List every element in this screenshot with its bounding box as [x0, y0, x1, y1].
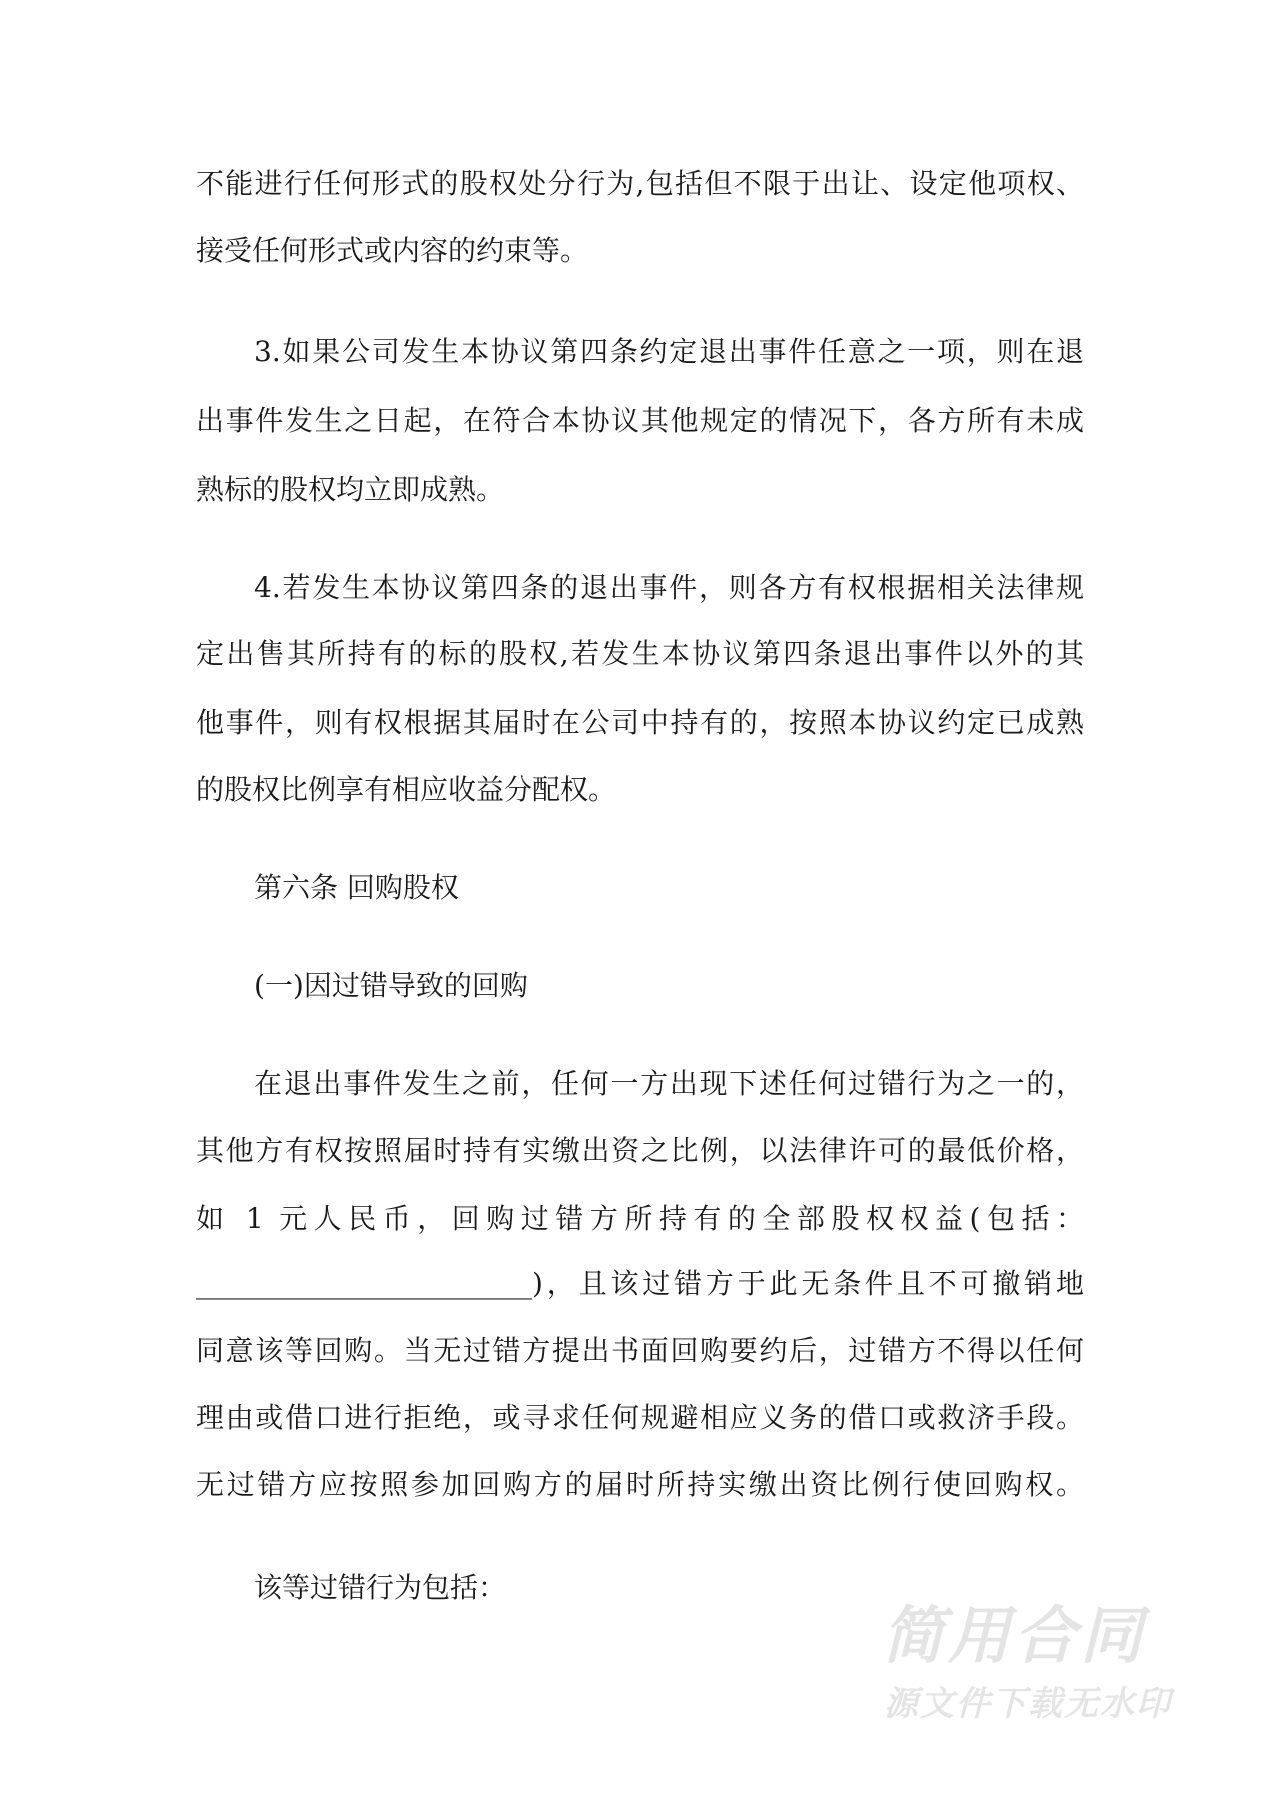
subsection-heading: (一)因过错导致的回购 [254, 969, 528, 1002]
text-line: 出事件发生之日起，在符合本协议其他规定的情况下，各方所有未成 [196, 404, 1084, 437]
watermark-subtitle: 源文件下载无水印 [884, 1684, 1172, 1724]
watermark-title: 简用合同 [882, 1599, 1147, 1672]
text-line: 在退出事件发生之前，任何一方出现下述任何过错行为之一的， [254, 1067, 1084, 1100]
text-line: 该等过错行为包括： [254, 1571, 507, 1604]
text-line: 其他方有权按照届时持有实缴出资之比例，以法律许可的最低价格， [196, 1134, 1084, 1167]
text-line: 4.若发生本协议第四条的退出事件，则各方有权根据相关法律规 [254, 571, 1084, 604]
text-line: 同意该等回购。当无过错方提出书面回购要约后，过错方不得以任何 [196, 1334, 1084, 1367]
text-line: 的股权比例享有相应收益分配权。 [196, 773, 617, 806]
text-line: 他事件，则有权根据其届时在公司中持有的，按照本协议约定已成熟 [196, 706, 1084, 739]
text-line: 熟标的股权均立即成熟。 [196, 473, 505, 506]
section-heading: 第六条 回购股权 [254, 871, 459, 904]
text-line: 定出售其所持有的标的股权,若发生本协议第四条退出事件以外的其 [196, 637, 1084, 670]
text-line: 理由或借口进行拒绝，或寻求任何规避相应义务的借口或救济手段。 [196, 1401, 1084, 1434]
text-line: 3.如果公司发生本协议第四条约定退出事件任意之一项，则在退 [254, 335, 1084, 368]
text-line: ________________________)，且该过错方于此无条件且不可撤销地 [196, 1267, 1084, 1300]
text-line: 不能进行任何形式的股权处分行为,包括但不限于出让、设定他项权、 [196, 167, 1084, 200]
text-line: 无过错方应按照参加回购方的届时所持实缴出资比例行使回购权。 [196, 1468, 1084, 1501]
text-line: 如 1 元人民币，回购过错方所持有的全部股权权益(包括： [196, 1202, 1084, 1235]
text-line: 接受任何形式或内容的约束等。 [196, 234, 589, 267]
